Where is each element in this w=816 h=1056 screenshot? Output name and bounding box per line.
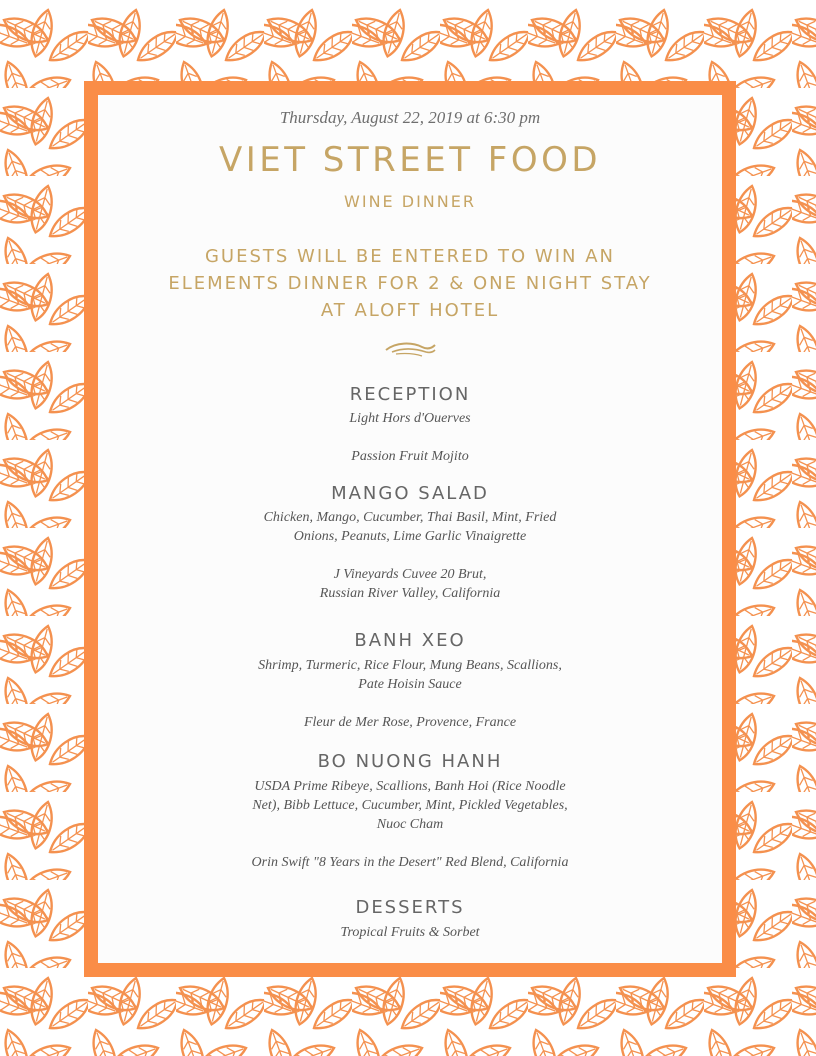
menu-line: Fleur de Mer Rose, Provence, France xyxy=(303,715,517,730)
reception-wine xyxy=(98,447,722,466)
mango-salad-wine xyxy=(98,565,722,603)
mango-salad-food xyxy=(98,508,722,546)
menu-line: Nuoc Cham xyxy=(376,817,444,832)
menu-line: Chicken, Mango, Cucumber, Thai Basil, Mint, Fried xyxy=(263,510,557,525)
menu-line: J Vineyards Cuvee 20 Brut, xyxy=(333,567,487,582)
section-heading-reception: RECEPTION xyxy=(349,384,471,405)
menu-line: Orin Swift "8 Years in the Desert" Red Blend, California xyxy=(251,855,569,870)
event-date: Thursday, August 22, 2019 at 6:30 pm xyxy=(279,108,541,127)
reception-food xyxy=(98,409,722,428)
promo-line: AT ALOFT HOTEL xyxy=(320,300,500,321)
menu-line: Net), Bibb Lettuce, Cucumber, Mint, Pickled Vegetables, xyxy=(252,798,568,813)
menu-line: Russian River Valley, California xyxy=(319,586,501,601)
promo-line: ELEMENTS DINNER FOR 2 & ONE NIGHT STAY xyxy=(168,273,652,294)
menu-line: Onions, Peanuts, Lime Garlic Vinaigrette xyxy=(293,529,527,544)
promo-text xyxy=(98,243,722,324)
menu-line: Passion Fruit Mojito xyxy=(351,449,469,464)
bo-nuong-hanh-wine xyxy=(98,853,722,872)
banh-xeo-wine xyxy=(98,713,722,732)
section-heading-desserts: DESSERTS xyxy=(355,897,465,918)
menu-line: USDA Prime Ribeye, Scallions, Banh Hoi (Rice Noodle xyxy=(254,779,566,794)
section-heading-bo-nuong-hanh: BO NUONG HANH xyxy=(317,751,503,772)
menu-line: Light Hors d'Ouerves xyxy=(349,411,471,426)
gold-flourish-icon xyxy=(382,340,438,358)
section-heading-mango-salad: MANGO SALAD xyxy=(331,483,489,504)
menu-line: Pate Hoisin Sauce xyxy=(358,677,462,692)
page-title: VIET STREET FOOD xyxy=(218,140,602,180)
banh-xeo-food xyxy=(98,656,722,694)
page-subtitle: WINE DINNER xyxy=(344,192,476,211)
promo-line: GUESTS WILL BE ENTERED TO WIN AN xyxy=(204,246,616,267)
section-heading-banh-xeo: BANH XEO xyxy=(354,630,466,651)
menu-line: Tropical Fruits & Sorbet xyxy=(340,925,480,940)
desserts-food xyxy=(98,923,722,942)
bo-nuong-hanh-food xyxy=(98,777,722,834)
menu-line: Shrimp, Turmeric, Rice Flour, Mung Beans, Scallions, xyxy=(258,658,562,673)
